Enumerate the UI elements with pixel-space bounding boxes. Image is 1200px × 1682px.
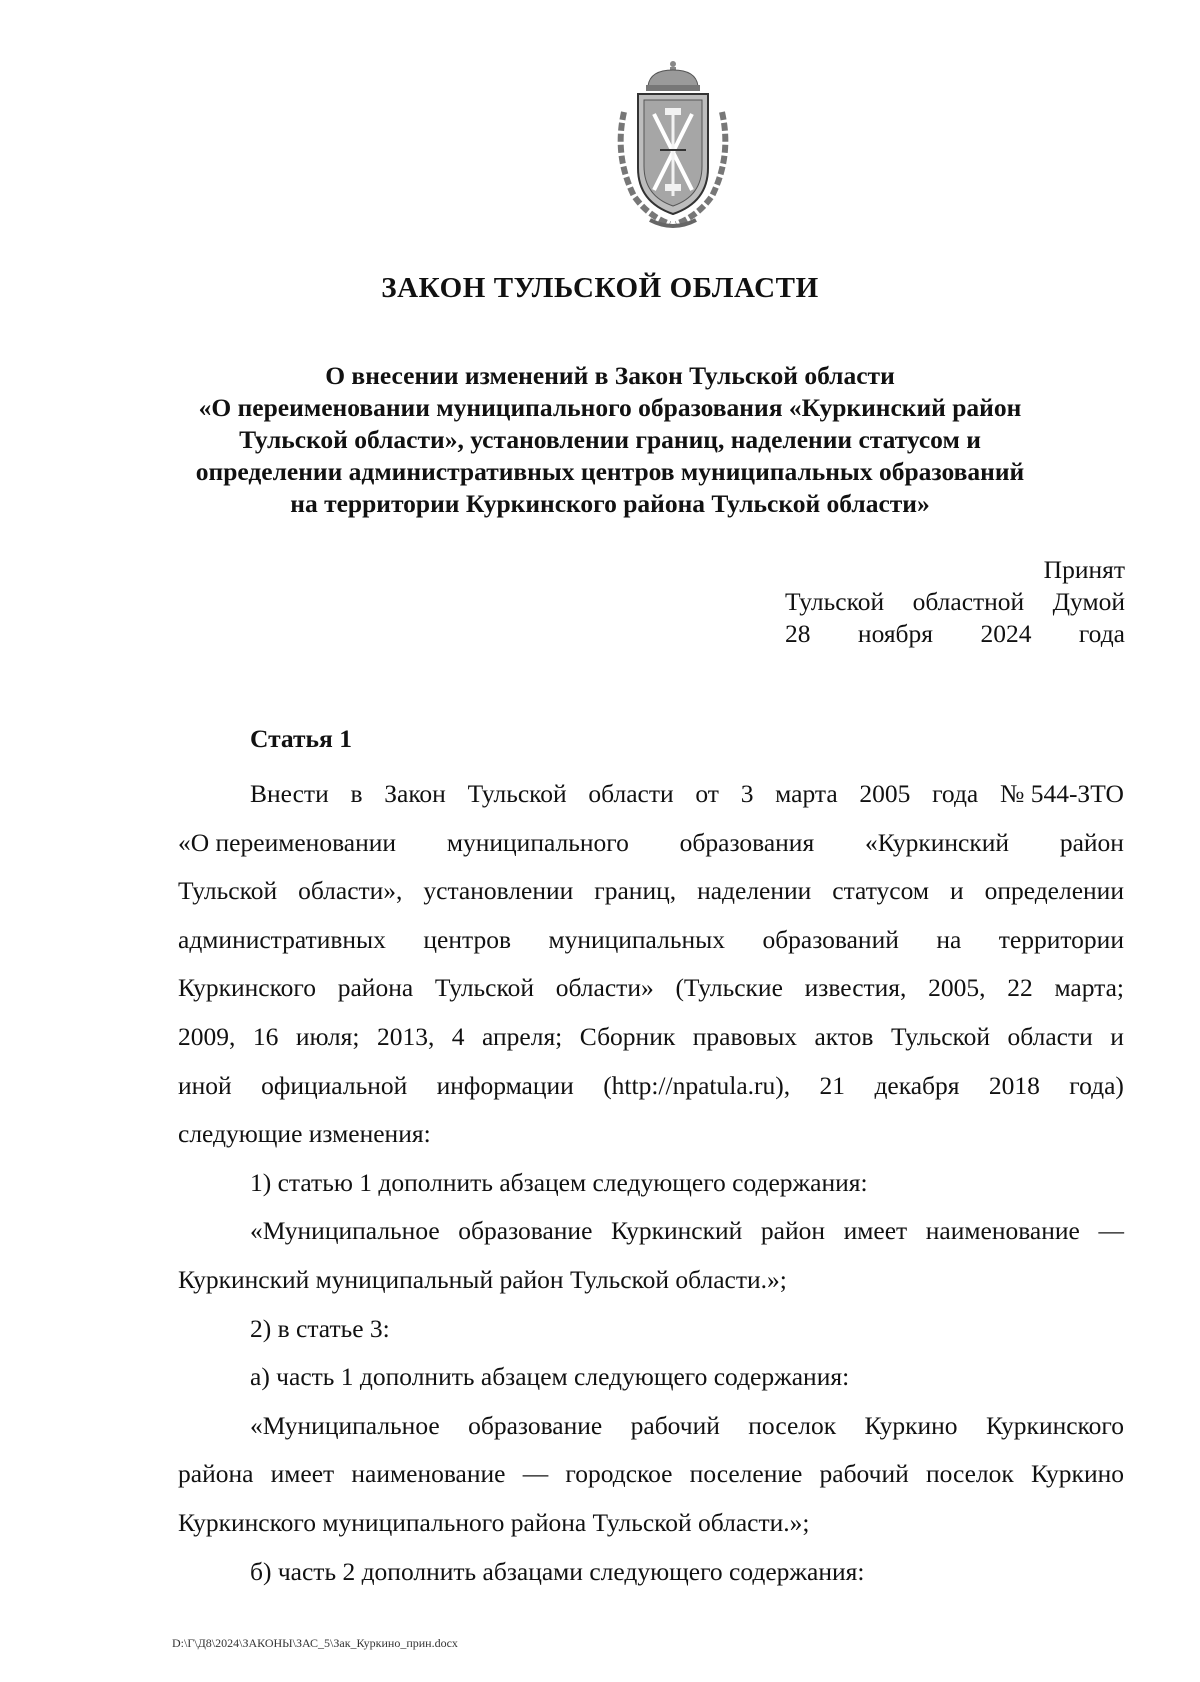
word: 16 [252,1021,279,1051]
word: области [1007,1021,1093,1051]
date-month: ноября [857,619,934,648]
word: наименование [925,1216,1080,1246]
word: Куркино [864,1410,958,1440]
quote-line [178,1402,1124,1451]
word: район [1059,827,1124,857]
date-year: 2024 [980,619,1032,648]
word: года [932,779,979,808]
word: в [350,779,363,808]
subtitle-line: Тульской области», установлении границ, наделении статусом и [239,425,981,454]
word: «О переименовании [178,827,397,857]
word: — [1098,1216,1124,1246]
word: иной [178,1070,232,1100]
date-suffix: года [1078,619,1125,648]
subtitle-line: определении административных центров муниципальных образований [195,457,1025,486]
quote-line: Куркинского муниципального района Тульской области.»; [178,1507,810,1537]
word: Куркинский [611,1216,743,1246]
word: Внести [250,779,329,808]
word: района [178,1459,254,1489]
word: области», [298,876,403,906]
article-body [178,770,1124,1596]
adopted-word: областной [912,587,1025,616]
word: образования [679,827,815,857]
word: установлении [423,876,574,906]
word: марта [775,779,838,808]
word: области [588,779,674,808]
word: образований [762,924,899,954]
word: Закон [384,779,446,808]
para-line [178,1062,1124,1111]
word: 2005, [928,973,986,1003]
word: образование [468,1410,603,1440]
adopted-label: Принят [1043,555,1125,584]
word: «Куркинский [865,827,1010,857]
word: правовых [692,1021,797,1051]
list-item: 2) в статье 3: [250,1313,390,1343]
word: № 544-ЗТО [999,779,1124,808]
law-subtitle [150,360,1070,520]
word: (http://npatula.ru), [603,1070,791,1100]
quote-line [178,1450,1124,1499]
word: Куркино [1030,1459,1124,1489]
word: муниципального [446,827,629,857]
coat-of-arms-icon [610,56,736,232]
word: Тульской [467,779,567,808]
word: на [936,924,962,954]
word: Сборник [579,1021,676,1051]
adoption-block [785,554,1125,650]
word: границ, [594,876,677,906]
word: 22 [1007,973,1033,1003]
adopted-word: Тульской [785,587,885,616]
word: имеет [270,1459,335,1489]
adopted-by-line [785,586,1125,618]
word: известия, [804,973,907,1003]
word: года) [1069,1070,1124,1100]
word: поселок [925,1459,1014,1489]
file-path-footer: D:\Г\Д8\2024\ЗАКОНЫ\ЗАС_5\Зак_Куркино_прин.docx [172,1636,458,1650]
word: (Тульские [675,973,783,1003]
para-line: следующие изменения: [178,1119,431,1149]
word: городское [565,1459,673,1489]
para-line [178,916,1124,965]
word: рабочий [819,1459,909,1489]
para-line [178,770,1124,819]
para-line [178,867,1124,916]
word: «Муниципальное [250,1410,440,1440]
word: и [1110,1021,1124,1051]
subtitle-line: «О переименовании муниципального образования «Куркинский район [198,393,1022,422]
word: Тульской [178,876,278,906]
word: актов [814,1021,874,1051]
word: образование [458,1216,593,1246]
article-heading: Статья 1 [250,724,352,753]
word: наименование [351,1459,506,1489]
word: 21 [819,1070,846,1100]
word: центров [423,924,511,954]
word: Тульской [890,1021,991,1051]
subtitle-line: О внесении изменений в Закон Тульской области [325,361,895,390]
quote-line: Куркинский муниципальный район Тульской области.»; [178,1264,787,1294]
word: муниципальных [548,924,725,954]
word: 4 [451,1021,465,1051]
word: статусом [832,876,929,906]
quote-line [178,1207,1124,1256]
word: имеет [843,1216,908,1246]
word: апреля; [482,1021,563,1051]
word: Куркинского [985,1410,1124,1440]
word: декабря [874,1070,960,1100]
word: территории [998,924,1124,954]
list-subitem: б) часть 2 дополнить абзацами следующего содержания: [250,1556,865,1586]
law-title: ЗАКОН ТУЛЬСКОЙ ОБЛАСТИ [381,272,819,304]
para-line [178,1013,1124,1062]
word: 2005 [859,779,911,808]
para-line [178,819,1124,868]
date-day: 28 [785,619,811,648]
list-subitem: а) часть 1 дополнить абзацем следующего содержания: [250,1362,850,1392]
word: «Муниципальное [250,1216,440,1246]
word: июля; [295,1021,360,1051]
word: 2013, [376,1021,435,1051]
para-line [178,964,1124,1013]
word: поселок [748,1410,837,1440]
subtitle-line: на территории Куркинского района Тульской области» [290,489,930,518]
word: Куркинского [178,973,317,1003]
word: марта; [1054,973,1124,1003]
word: 2018 [988,1070,1040,1100]
word: информации [436,1070,574,1100]
word: административных [178,924,386,954]
word: наделении [697,876,812,906]
word: Тульской [434,973,534,1003]
word: области» [555,973,654,1003]
word: определении [984,876,1124,906]
list-item: 1) статью 1 дополнить абзацем следующего содержания: [250,1167,868,1197]
adoption-date [785,618,1125,650]
word: от [695,779,719,808]
word: 2009, [178,1021,236,1051]
adopted-word: Думой [1052,587,1125,616]
word: район [760,1216,825,1246]
word: 3 [740,779,754,808]
word: рабочий [630,1410,720,1440]
word: и [949,876,964,906]
word: официальной [261,1070,408,1100]
word: поселение [689,1459,803,1489]
word: района [337,973,414,1003]
word: — [522,1459,549,1489]
